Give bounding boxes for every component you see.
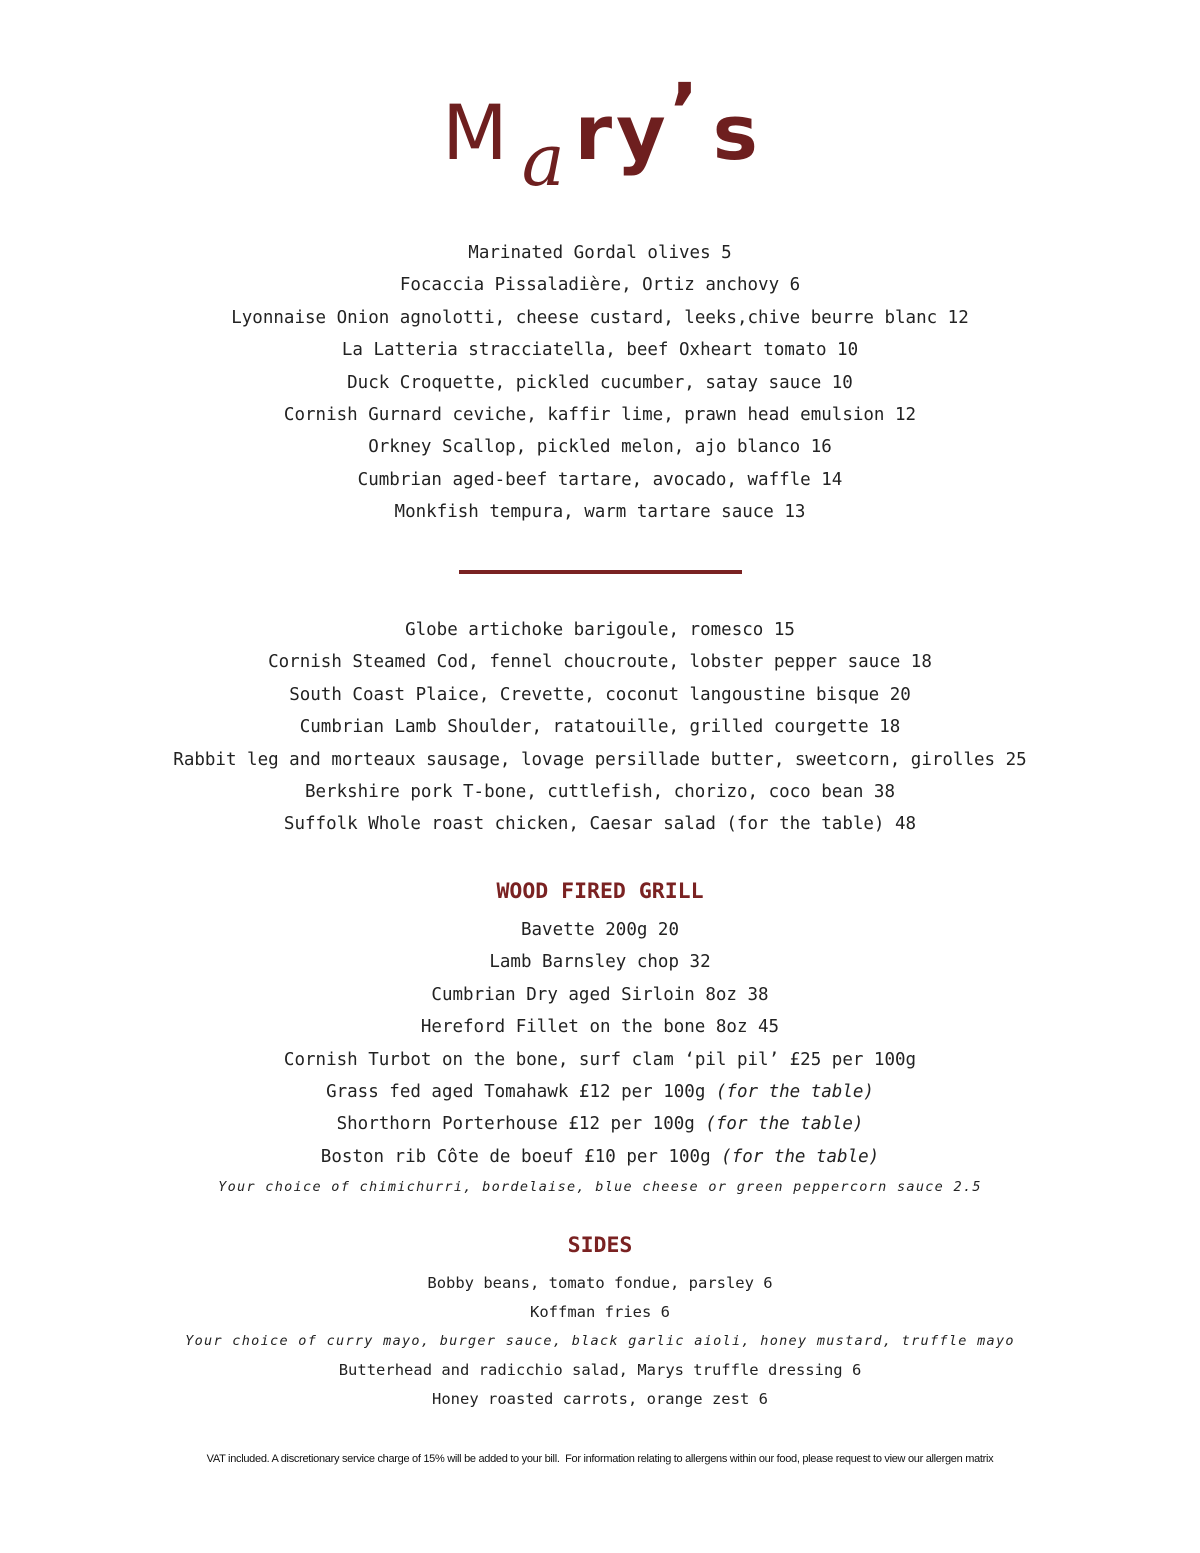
sides-section bbox=[0, 1269, 1200, 1414]
menu-item bbox=[0, 1044, 1200, 1076]
menu-item: South Coast Plaice, Crevette, coconut langoustine bisque 20 bbox=[289, 684, 911, 705]
menu-item: Butterhead and radicchio salad, Marys truffle dressing 6 bbox=[338, 1361, 862, 1379]
menu-item: Cornish Steamed Cod, fennel choucroute, lobster pepper sauce 18 bbox=[268, 652, 932, 673]
item-note: (for the table) bbox=[721, 1146, 880, 1167]
grill-section bbox=[0, 914, 1200, 1173]
menu-item: Cumbrian aged-beef tartare, avocado, waffle 14 bbox=[357, 469, 843, 490]
menu-item: La Latteria stracciatella, beef Oxheart tomato 10 bbox=[341, 340, 859, 361]
fries-note: Your choice of curry mayo, burger sauce, black garlic aioli, honey mustard, truffle mayo bbox=[185, 1333, 1015, 1349]
item-text: Hereford Fillet on the bone 8oz 45 bbox=[420, 1017, 780, 1038]
menu-item: Berkshire pork T-bone, cuttlefish, chorizo, coco bean 38 bbox=[304, 782, 895, 803]
menu-item: Suffolk Whole roast chicken, Caesar salad (for the table) 48 bbox=[283, 814, 917, 835]
menu-item: Honey roasted carrots, orange zest 6 bbox=[432, 1390, 768, 1408]
sauce-note: Your choice of chimichurri, bordelaise, blue cheese or green peppercorn sauce 2.5 bbox=[218, 1179, 982, 1195]
logo-letter: a bbox=[521, 118, 565, 202]
mains-section bbox=[0, 614, 1200, 841]
logo-letter: ry bbox=[574, 88, 670, 177]
footer-disclaimer: VAT included. A discretionary service charge of 15% will be added to your bill. For information relating to allergens within our food, please request to view our allergen matrix bbox=[206, 1453, 994, 1465]
grill-heading: WOOD FIRED GRILL bbox=[496, 879, 704, 904]
section-divider bbox=[459, 570, 742, 574]
menu-item bbox=[0, 1108, 1200, 1140]
item-text: Cornish Turbot on the bone, surf clam ‘pil pil’ £25 per 100g bbox=[283, 1049, 917, 1070]
logo-letter: s bbox=[712, 88, 758, 177]
menu-item: Duck Croquette, pickled cucumber, satay sauce 10 bbox=[347, 372, 853, 393]
menu-item bbox=[0, 1011, 1200, 1043]
menu-item: Orkney Scallop, pickled melon, ajo blanco 16 bbox=[368, 437, 832, 458]
item-note: (for the table) bbox=[705, 1114, 864, 1135]
menu-item bbox=[0, 979, 1200, 1011]
item-note: (for the table) bbox=[715, 1082, 874, 1103]
menu-item: Koffman fries 6 bbox=[530, 1303, 670, 1321]
item-text: Lamb Barnsley chop 32 bbox=[489, 952, 711, 973]
menu-item bbox=[0, 914, 1200, 946]
item-text: Bavette 200g 20 bbox=[520, 920, 680, 940]
menu-item bbox=[0, 946, 1200, 978]
menu-item bbox=[0, 1076, 1200, 1108]
item-text: Grass fed aged Tomahawk £12 per 100g bbox=[326, 1082, 716, 1103]
menu-item: Lyonnaise Onion agnolotti, cheese custard, leeks,chive beurre blanc 12 bbox=[231, 307, 969, 328]
menu-item: Monkfish tempura, warm tartare sauce 13 bbox=[394, 502, 806, 523]
logo-letter: ’ bbox=[669, 66, 699, 155]
menu-item: Bobby beans, tomato fondue, parsley 6 bbox=[427, 1274, 773, 1292]
menu-item: Cornish Gurnard ceviche, kaffir lime, prawn head emulsion 12 bbox=[283, 405, 917, 426]
item-text: Boston rib Côte de boeuf £10 per 100g bbox=[320, 1146, 722, 1167]
menu-item: Globe artichoke barigoule, romesco 15 bbox=[405, 620, 795, 640]
restaurant-logo bbox=[0, 66, 1200, 202]
menu-item: Marinated Gordal olives 5 bbox=[468, 243, 732, 263]
starters-section bbox=[0, 237, 1200, 529]
sides-heading: SIDES bbox=[567, 1233, 633, 1258]
menu-item: Cumbrian Lamb Shoulder, ratatouille, grilled courgette 18 bbox=[299, 717, 901, 738]
menu-item: Rabbit leg and morteaux sausage, lovage persillade butter, sweetcorn, girolles 25 bbox=[173, 749, 1027, 770]
menu-item: Focaccia Pissaladière, Ortiz anchovy 6 bbox=[399, 275, 801, 296]
item-text: Cumbrian Dry aged Sirloin 8oz 38 bbox=[431, 984, 769, 1005]
menu-item bbox=[0, 1141, 1200, 1173]
item-text: Shorthorn Porterhouse £12 per 100g bbox=[336, 1114, 706, 1135]
logo-letter: M bbox=[442, 88, 522, 177]
